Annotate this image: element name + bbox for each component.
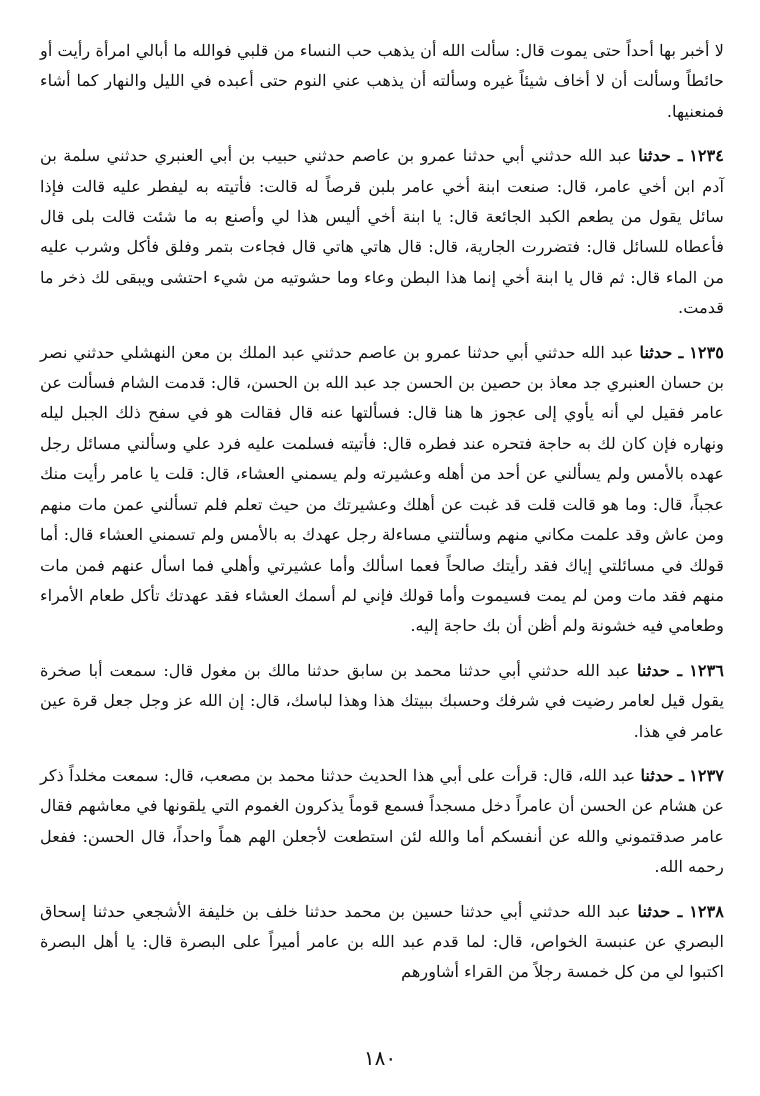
hadith-entry-1236: [40, 656, 724, 747]
entry-paragraph: [40, 897, 724, 988]
entry-heading: حدثنا: [638, 146, 672, 166]
entry-paragraph: [40, 141, 724, 323]
entry-heading: حدثنا: [639, 342, 673, 362]
page-body: [40, 36, 724, 1002]
hadith-entry-1237: [40, 761, 724, 883]
intro-text: لا أخبر بها أحداً حتى يموت قال: سألت الله أن يذهب حب النساء من قلبي فوالله ما أبالي امرأة رأيت أو حائطاً وسألت أن لا أخاف شيئاً غيره وسألته أن يذهب عني النوم حتى أعبده في الليل والنهار كما أشاء فمنعنيها.: [40, 41, 724, 121]
entry-separator: ـ: [669, 660, 683, 680]
page-number: ١٨٠: [363, 1046, 397, 1070]
entry-paragraph: [40, 338, 724, 642]
entry-heading: حدثنا: [640, 765, 674, 785]
entry-number: ١٢٣٨: [689, 901, 724, 921]
entry-text: عبد الله حدثني أبي حدثنا حسين بن محمد حدثنا خلف بن خليفة الأشجعي حدثنا إسحاق البصري عن عنبسة الخواص، قال: لما قدم عبد الله بن عامر أميراً على البصرة قال: يا أهل البصرة اكتبوا لي من كل خمسة رجلاً من القراء أشاورهم: [40, 901, 724, 982]
entry-text: عبد الله حدثني أبي حدثنا محمد بن سابق حدثنا مالك بن مغول قال: سمعت أبا صخرة يقول قيل لعامر رضيت في شرفك وحسبك ببيتك هذا وهذا لباسك، قال: إن الله عز وجل جعل قرة عين عامر في هذا.: [40, 660, 724, 741]
intro-paragraph: [40, 36, 724, 127]
entry-text: عبد الله حدثني أبي حدثنا عمرو بن عاصم حدثني حبيب بن أبي العنبري حدثني سلمة بن آدم ابن أخي عامر، قال: صنعت ابنة أخي عامر بلبن قرصاً له قالت: فأتيته به ليفطر عليه قالت فإذا سائل يقول من يطعم الكبد الجائعة قال: يا ابنة أخي أليس هذا لي وأصنع به ما شئت قالت بلى قال فأعطاه للسائل قال: فتضررت الجارية، قال: قال هاتي هاتي قال فجاءت بتمر وفلق فأكل وشرب عليه من الماء قال: ثم قال يا ابنة أخي إنما هذا البطن وعاء وما حشوتيه من شيء احتشى ويبقى لك ذخر ما قدمت.: [40, 146, 724, 318]
entry-separator: ـ: [672, 342, 684, 362]
entry-paragraph: [40, 656, 724, 747]
entry-separator: ـ: [673, 765, 684, 785]
hadith-entry-1234: [40, 141, 724, 323]
entry-text: عبد الله حدثني أبي حدثنا عمرو بن عاصم حدثني عبد الملك بن معن النهشلي حدثني نصر بن حسان العنبري جد معاذ بن حصين بن الحسن جد عبد الله بن الحسن، قال: قدمت الشام فسألت عن عامر فقيل لي أنه يأوي إلى عجوز ها هنا قال: فسألتها عنه قال فقالت هو في سفح ذلك الجبل ليله ونهاره فإن كان لك به حاجة فتحره عند فطره قال: فأتيته فسلمت عليه فرد علي وسألني مسائل رجل عهده بالأمس ولم يسألني عن أحد من أهله وعشيرته ولم يسمني العشاء، قال: قلت يا عامر رأيت منك عجباً، قال: وما هو قالت قلت قد غبت عن أهلك وعشيرتك من حيث تعلم فلم تسألني عمن مات منهم ومن عاش وقد علمت مكاني منهم وسألتني مساءلة رجل عهدك به بالأمس ولم تسمني العشاء قال: أما قولك في مسائلتي إياك فقد رأيتك صالحاً فعما اسألك وأما عشيرتي وأهلي فما اسأل عنهم فمن مات منهم فقد مات ومن لم يمت فسيموت وأما قولك فإني لم أسمك العشاء فقد عهدتك تأكل طعام الأمراء وطعامي فيه خشونة ولم أظن أن بك حاجة إليه.: [40, 342, 724, 636]
entry-text: عبد الله، قال: قرأت على أبي هذا الحديث حدثنا محمد بن مصعب، قال: سمعت مخلداً ذكر عن هشام عن الحسن أن عامراً دخل مسجداً فسمع قوماً يذكرون الغموم التي يلقونها في معاشهم فقال عامر صدقتموني والله عن أنفسكم أما والله لئن استطعت لأجعلن الهم هماً واحداً، قال الحسن: ففعل رحمه الله.: [40, 765, 724, 877]
entry-number: ١٢٣٤: [689, 146, 724, 166]
entry-paragraph: [40, 761, 724, 883]
entry-number: ١٢٣٥: [689, 342, 724, 362]
entry-separator: ـ: [670, 901, 683, 921]
entry-heading: حدثنا: [637, 901, 671, 921]
entry-heading: حدثنا: [637, 660, 670, 680]
entry-number: ١٢٣٦: [689, 660, 724, 680]
hadith-entry-1238: [40, 897, 724, 988]
entry-separator: ـ: [671, 146, 683, 166]
entry-number: ١٢٣٧: [689, 765, 724, 785]
hadith-entry-1235: [40, 338, 724, 642]
